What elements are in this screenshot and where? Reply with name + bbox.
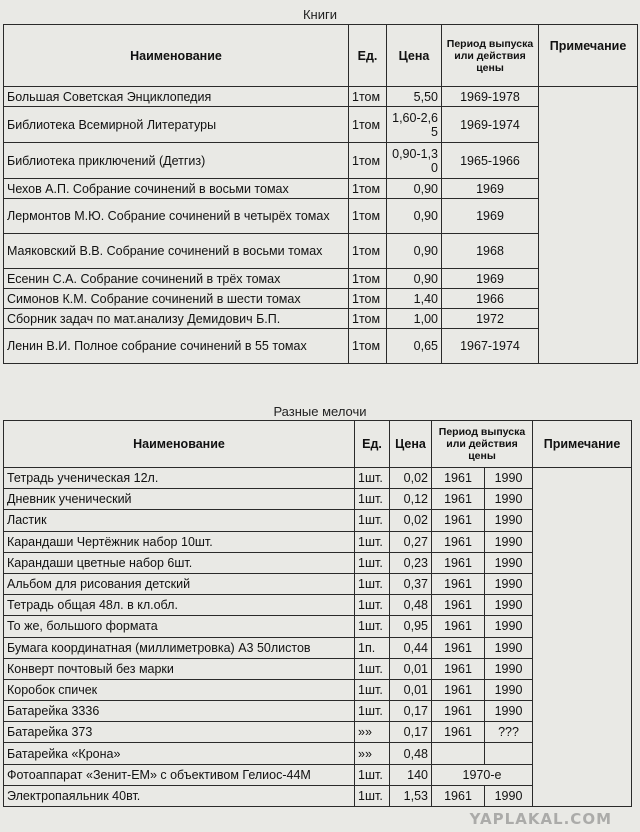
misc-name: То же, большого формата <box>4 616 355 637</box>
misc-period-from: 1961 <box>432 637 485 658</box>
misc-period-to: ??? <box>485 722 533 743</box>
book-name: Сборник задач по мат.анализу Демидович Б.П. <box>4 309 349 329</box>
misc-header-price: Цена <box>390 421 432 468</box>
book-unit: 1том <box>349 143 387 179</box>
misc-period-from: 1961 <box>432 531 485 552</box>
misc-price: 140 <box>390 764 432 785</box>
book-period: 1969-1974 <box>442 107 539 143</box>
misc-period: 1970-е <box>432 764 533 785</box>
misc-period-to <box>485 743 533 764</box>
misc-period-to: 1990 <box>485 595 533 616</box>
misc-name: Батарейка «Крона» <box>4 743 355 764</box>
misc-period-from: 1961 <box>432 722 485 743</box>
misc-period-from <box>432 743 485 764</box>
book-period: 1972 <box>442 309 539 329</box>
misc-unit: 1шт. <box>355 573 390 594</box>
misc-price: 0,17 <box>390 722 432 743</box>
misc-price: 0,23 <box>390 552 432 573</box>
book-name: Большая Советская Энциклопедия <box>4 87 349 107</box>
misc-unit: 1шт. <box>355 468 390 489</box>
misc-period-from: 1961 <box>432 552 485 573</box>
misc-price: 0,48 <box>390 743 432 764</box>
books-header-period: Период выпуска или действия цены <box>442 25 539 87</box>
books-table-title: Книги <box>302 7 338 22</box>
misc-period-to: 1990 <box>485 658 533 679</box>
book-price: 0,90 <box>387 234 442 269</box>
misc-note-column <box>533 468 632 807</box>
misc-unit: 1шт. <box>355 489 390 510</box>
misc-header-row <box>4 421 632 468</box>
book-name: Библиотека Всемирной Литературы <box>4 107 349 143</box>
misc-unit: 1шт. <box>355 510 390 531</box>
misc-price: 0,95 <box>390 616 432 637</box>
misc-period-to: 1990 <box>485 679 533 700</box>
misc-price: 0,48 <box>390 595 432 616</box>
misc-name: Батарейка 3336 <box>4 701 355 722</box>
book-price: 5,50 <box>387 87 442 107</box>
misc-period-to: 1990 <box>485 510 533 531</box>
book-unit: 1том <box>349 329 387 364</box>
book-unit: 1том <box>349 179 387 199</box>
misc-table <box>3 420 632 807</box>
misc-unit: »» <box>355 722 390 743</box>
misc-header-unit: Ед. <box>355 421 390 468</box>
misc-period-from: 1961 <box>432 785 485 806</box>
book-unit: 1том <box>349 107 387 143</box>
misc-unit: 1шт. <box>355 595 390 616</box>
misc-unit: »» <box>355 743 390 764</box>
misc-unit: 1шт. <box>355 616 390 637</box>
book-period: 1969-1978 <box>442 87 539 107</box>
misc-name: Карандаши Чертёжник набор 10шт. <box>4 531 355 552</box>
misc-name: Тетрадь общая 48л. в кл.обл. <box>4 595 355 616</box>
book-name: Симонов К.М. Собрание сочинений в шести томах <box>4 289 349 309</box>
misc-price: 0,44 <box>390 637 432 658</box>
misc-name: Дневник ученический <box>4 489 355 510</box>
book-unit: 1том <box>349 309 387 329</box>
book-price: 0,90 <box>387 199 442 234</box>
misc-unit: 1шт. <box>355 764 390 785</box>
books-header-name: Наименование <box>4 25 349 87</box>
misc-unit: 1шт. <box>355 531 390 552</box>
book-price: 0,90 <box>387 179 442 199</box>
books-table <box>3 24 638 364</box>
book-price: 1,40 <box>387 289 442 309</box>
misc-header-note: Примечание <box>533 421 632 468</box>
misc-period-to: 1990 <box>485 531 533 552</box>
book-period: 1968 <box>442 234 539 269</box>
misc-period-to: 1990 <box>485 616 533 637</box>
misc-period-to: 1990 <box>485 468 533 489</box>
misc-name: Конверт почтовый без марки <box>4 658 355 679</box>
misc-name: Ластик <box>4 510 355 531</box>
misc-price: 0,01 <box>390 679 432 700</box>
misc-period-to: 1990 <box>485 489 533 510</box>
book-name: Библиотека приключений (Детгиз) <box>4 143 349 179</box>
misc-name: Коробок спичек <box>4 679 355 700</box>
misc-period-to: 1990 <box>485 573 533 594</box>
book-period: 1965-1966 <box>442 143 539 179</box>
misc-unit: 1шт. <box>355 552 390 573</box>
misc-price: 0,12 <box>390 489 432 510</box>
book-name: Маяковский В.В. Собрание сочинений в восьми томах <box>4 234 349 269</box>
misc-period-to: 1990 <box>485 552 533 573</box>
misc-header-period: Период выпуска или действия цены <box>432 421 533 468</box>
books-note-column <box>539 87 638 364</box>
book-period: 1969 <box>442 199 539 234</box>
book-unit: 1том <box>349 234 387 269</box>
misc-price: 1,53 <box>390 785 432 806</box>
misc-name: Электропаяльник 40вт. <box>4 785 355 806</box>
book-price: 1,60-2,65 <box>387 107 442 143</box>
books-header-price: Цена <box>387 25 442 87</box>
book-name: Ленин В.И. Полное собрание сочинений в 55 томах <box>4 329 349 364</box>
misc-price: 0,02 <box>390 468 432 489</box>
misc-unit: 1шт. <box>355 658 390 679</box>
misc-unit: 1шт. <box>355 785 390 806</box>
misc-unit: 1шт. <box>355 701 390 722</box>
misc-name: Батарейка 373 <box>4 722 355 743</box>
misc-period-from: 1961 <box>432 679 485 700</box>
book-price: 0,90 <box>387 269 442 289</box>
book-period: 1966 <box>442 289 539 309</box>
book-name: Есенин С.А. Собрание сочинений в трёх томах <box>4 269 349 289</box>
misc-name: Фотоаппарат «Зенит-ЕМ» с объективом Гелиос-44М <box>4 764 355 785</box>
misc-price: 0,37 <box>390 573 432 594</box>
book-name: Чехов А.П. Собрание сочинений в восьми томах <box>4 179 349 199</box>
book-unit: 1том <box>349 289 387 309</box>
book-name: Лермонтов М.Ю. Собрание сочинений в четырёх томах <box>4 199 349 234</box>
misc-price: 0,17 <box>390 701 432 722</box>
book-period: 1967-1974 <box>442 329 539 364</box>
misc-period-from: 1961 <box>432 658 485 679</box>
book-price: 1,00 <box>387 309 442 329</box>
misc-header-name: Наименование <box>4 421 355 468</box>
misc-period-from: 1961 <box>432 510 485 531</box>
misc-row <box>4 468 632 489</box>
book-unit: 1том <box>349 87 387 107</box>
misc-price: 0,01 <box>390 658 432 679</box>
misc-period-to: 1990 <box>485 785 533 806</box>
watermark-logo: YAPLAKAL.COM <box>469 810 612 828</box>
book-period: 1969 <box>442 179 539 199</box>
misc-name: Бумага координатная (миллиметровка) А3 50листов <box>4 637 355 658</box>
book-price: 0,90-1,30 <box>387 143 442 179</box>
misc-price: 0,27 <box>390 531 432 552</box>
misc-unit: 1шт. <box>355 679 390 700</box>
books-header-unit: Ед. <box>349 25 387 87</box>
misc-period-to: 1990 <box>485 701 533 722</box>
misc-name: Альбом для рисования детский <box>4 573 355 594</box>
book-price: 0,65 <box>387 329 442 364</box>
misc-price: 0,02 <box>390 510 432 531</box>
misc-name: Карандаши цветные набор 6шт. <box>4 552 355 573</box>
misc-period-from: 1961 <box>432 616 485 637</box>
book-row <box>4 87 638 107</box>
misc-name: Тетрадь ученическая 12л. <box>4 468 355 489</box>
misc-period-to: 1990 <box>485 637 533 658</box>
book-unit: 1том <box>349 269 387 289</box>
misc-period-from: 1961 <box>432 573 485 594</box>
book-unit: 1том <box>349 199 387 234</box>
misc-period-from: 1961 <box>432 468 485 489</box>
misc-unit: 1п. <box>355 637 390 658</box>
misc-period-from: 1961 <box>432 489 485 510</box>
misc-table-title: Разные мелочи <box>273 404 367 419</box>
misc-period-from: 1961 <box>432 701 485 722</box>
misc-period-from: 1961 <box>432 595 485 616</box>
books-header-note: Примечание <box>539 25 638 87</box>
book-period: 1969 <box>442 269 539 289</box>
books-header-row <box>4 25 638 87</box>
